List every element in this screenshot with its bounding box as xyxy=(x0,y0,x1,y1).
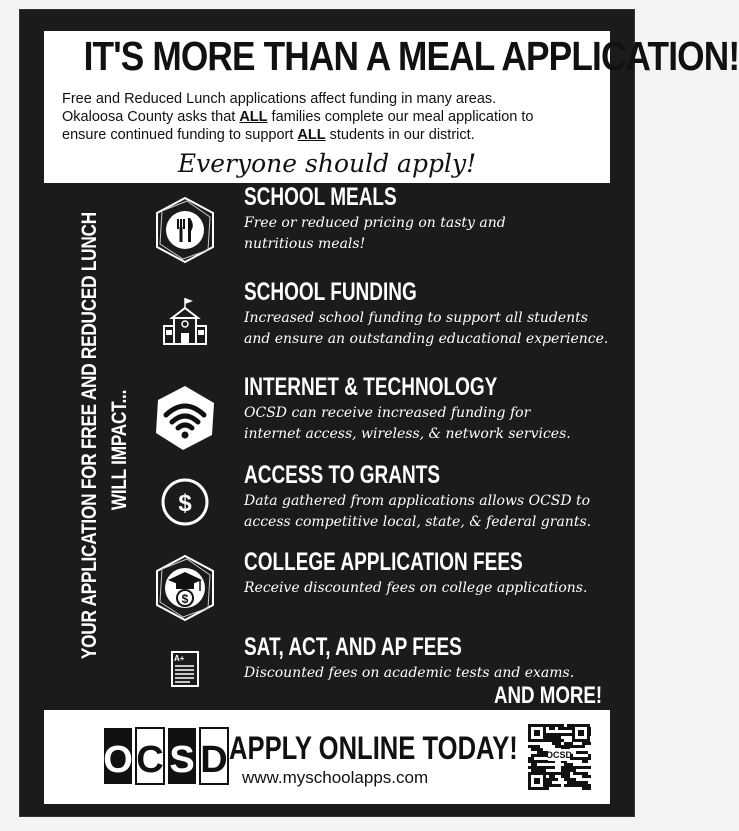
dollar-icon xyxy=(150,467,220,537)
header-box xyxy=(44,31,739,183)
item-description: Free or reduced pricing on tasty and nutritious meals! xyxy=(244,215,506,252)
qr-label: OCSD xyxy=(545,750,573,760)
wifi-icon xyxy=(150,383,220,453)
item-description: Increased school funding to support all students and ensure an outstanding educational experience. xyxy=(244,310,609,347)
flyer xyxy=(20,10,739,816)
item-title: ACCESS TO GRANTS xyxy=(244,461,441,489)
impact-list xyxy=(142,183,612,713)
intro-line-1: Free and Reduced Lunch applications affect funding in many areas. xyxy=(62,91,497,107)
item-title: COLLEGE APPLICATION FEES xyxy=(244,548,523,576)
logo-letter-d: D xyxy=(200,739,228,781)
qr-code-icon[interactable] xyxy=(526,722,592,792)
svg-text:$: $ xyxy=(181,592,189,606)
intro-line-2: Okaloosa County asks that ALL families complete our meal application to xyxy=(62,109,534,125)
logo-letter-c: C xyxy=(136,739,164,781)
graduation-cap-dollar-icon xyxy=(150,553,220,623)
cta-heading: APPLY ONLINE TODAY! xyxy=(229,730,518,766)
svg-text:$: $ xyxy=(178,490,192,517)
footer-box xyxy=(44,710,610,804)
item-description: Receive discounted fees on college applications. xyxy=(244,580,588,596)
apply-url[interactable]: www.myschoolapps.com xyxy=(242,768,429,787)
test-paper-icon xyxy=(150,638,220,708)
side-line-2: WILL IMPACT... xyxy=(108,389,131,511)
item-description: Discounted fees on academic tests and exams. xyxy=(244,665,575,681)
ocsd-logo xyxy=(102,724,230,788)
item-title: INTERNET & TECHNOLOGY xyxy=(244,373,498,401)
and-more: AND MORE! xyxy=(494,682,603,709)
item-title: SCHOOL FUNDING xyxy=(244,278,417,306)
item-title: SAT, ACT, AND AP FEES xyxy=(244,633,462,661)
fork-knife-icon xyxy=(150,195,220,265)
logo-letter-s: S xyxy=(169,739,195,781)
item-description: OCSD can receive increased funding for internet access, wireless, & network services. xyxy=(244,405,571,442)
logo-letter-o: O xyxy=(103,739,133,781)
intro-line-3: ensure continued funding to support ALL students in our district. xyxy=(62,127,475,143)
item-description: Data gathered from applications allows OCSD to access competitive local, state, & federal grants. xyxy=(244,493,592,530)
slogan: Everyone should apply! xyxy=(177,149,477,178)
intro-text xyxy=(62,90,598,144)
side-line-1: YOUR APPLICATION FOR FREE AND REDUCED LUNCH xyxy=(78,212,101,660)
svg-text:A+: A+ xyxy=(174,654,185,663)
headline: IT'S MORE THAN A MEAL APPLICATION! xyxy=(83,33,739,79)
school-building-icon xyxy=(150,288,220,358)
item-title: SCHOOL MEALS xyxy=(244,183,397,211)
